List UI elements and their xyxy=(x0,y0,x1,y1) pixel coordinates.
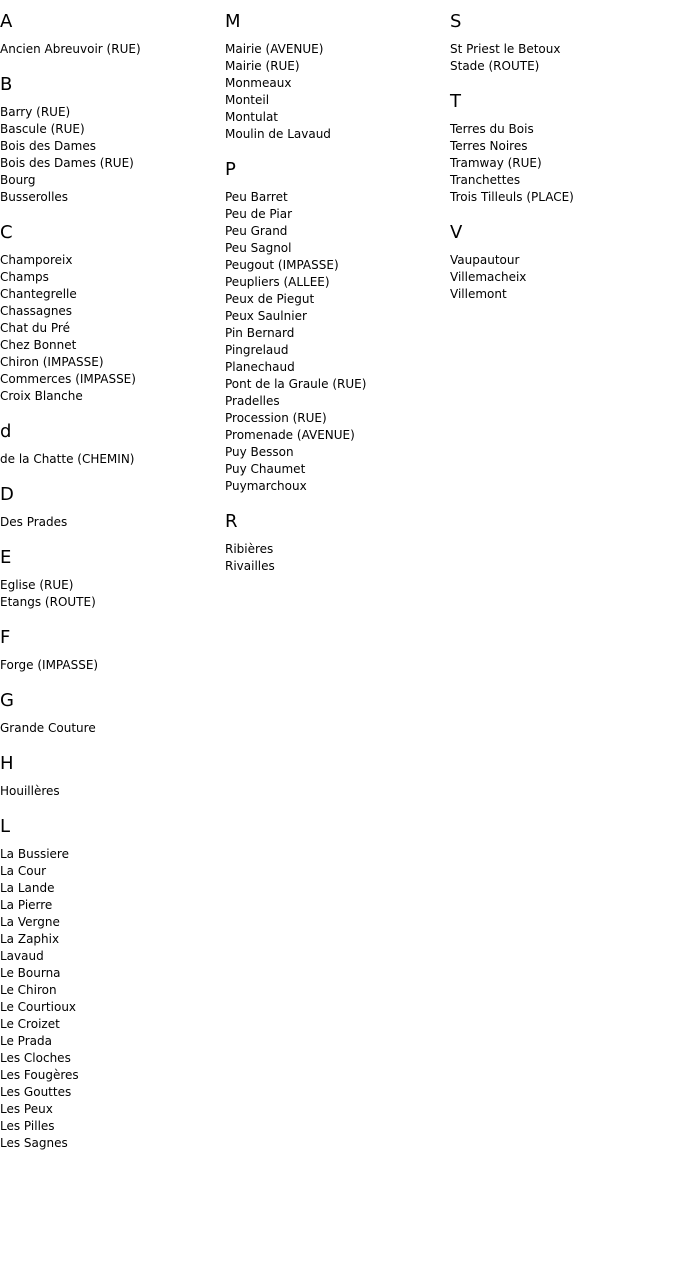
letter-group xyxy=(0,421,220,468)
letter-group xyxy=(450,222,670,303)
street-link[interactable]: Bascule (RUE) xyxy=(0,122,85,136)
street-link[interactable]: Les Pilles xyxy=(0,1119,55,1133)
street-link[interactable]: Bois des Dames xyxy=(0,139,96,153)
street-link[interactable]: Procession (RUE) xyxy=(225,411,327,425)
letter-group xyxy=(225,11,445,143)
street-index-column-3 xyxy=(450,11,670,319)
street-link[interactable]: Busserolles xyxy=(0,190,69,204)
street-link[interactable]: Ribières xyxy=(225,542,274,556)
street-link[interactable]: Les Peux xyxy=(0,1102,53,1116)
street-link[interactable]: Houillères xyxy=(0,784,60,798)
street-link[interactable]: Mairie (RUE) xyxy=(225,59,300,73)
street-link[interactable]: Peux Saulnier xyxy=(225,309,307,323)
street-link[interactable]: Mairie (AVENUE) xyxy=(225,42,324,56)
street-link[interactable]: Tramway (RUE) xyxy=(450,156,542,170)
street-link[interactable]: Chantegrelle xyxy=(0,287,77,301)
letter-heading: P xyxy=(225,159,236,180)
letter-group xyxy=(450,91,670,206)
street-link[interactable]: Chat du Pré xyxy=(0,321,70,335)
street-link[interactable]: Chiron (IMPASSE) xyxy=(0,355,104,369)
street-link[interactable]: Le Bourna xyxy=(0,966,61,980)
letter-heading: V xyxy=(450,222,463,243)
letter-heading: B xyxy=(0,74,13,95)
street-index-column-1 xyxy=(0,11,220,1168)
street-link[interactable]: Chez Bonnet xyxy=(0,338,77,352)
street-link[interactable]: Les Gouttes xyxy=(0,1085,72,1099)
street-link[interactable]: Planechaud xyxy=(225,360,295,374)
street-link[interactable]: Rivailles xyxy=(225,559,275,573)
street-link[interactable]: Peu Barret xyxy=(225,190,288,204)
letter-heading: M xyxy=(225,11,241,32)
street-link[interactable]: Champoreix xyxy=(0,253,73,267)
letter-group xyxy=(0,753,220,800)
street-link[interactable]: Peugout (IMPASSE) xyxy=(225,258,339,272)
street-link[interactable]: Etangs (ROUTE) xyxy=(0,595,96,609)
street-link[interactable]: Bois des Dames (RUE) xyxy=(0,156,134,170)
street-link[interactable]: Pin Bernard xyxy=(225,326,295,340)
letter-heading: H xyxy=(0,753,14,774)
street-link[interactable]: Pingrelaud xyxy=(225,343,289,357)
street-index-column-2 xyxy=(225,11,445,591)
letter-heading: R xyxy=(225,511,238,532)
street-link[interactable]: Monmeaux xyxy=(225,76,292,90)
street-link[interactable]: Vaupautour xyxy=(450,253,520,267)
letter-group xyxy=(0,74,220,206)
street-link[interactable]: Puy Chaumet xyxy=(225,462,306,476)
letter-group xyxy=(450,11,670,75)
street-link[interactable]: Commerces (IMPASSE) xyxy=(0,372,136,386)
street-link[interactable]: La Lande xyxy=(0,881,55,895)
street-link[interactable]: Terres du Bois xyxy=(450,122,534,136)
street-link[interactable]: Peupliers (ALLEE) xyxy=(225,275,330,289)
street-link[interactable]: Chassagnes xyxy=(0,304,73,318)
letter-heading: C xyxy=(0,222,13,243)
letter-group xyxy=(0,690,220,737)
street-link[interactable]: Champs xyxy=(0,270,49,284)
street-link[interactable]: Pradelles xyxy=(225,394,280,408)
street-link[interactable]: Tranchettes xyxy=(450,173,521,187)
street-link[interactable]: Barry (RUE) xyxy=(0,105,71,119)
street-link[interactable]: Des Prades xyxy=(0,515,68,529)
street-link[interactable]: La Cour xyxy=(0,864,47,878)
street-link[interactable]: Promenade (AVENUE) xyxy=(225,428,355,442)
street-link[interactable]: Puymarchoux xyxy=(225,479,307,493)
street-link[interactable]: La Zaphix xyxy=(0,932,60,946)
street-link[interactable]: Trois Tilleuls (PLACE) xyxy=(450,190,574,204)
letter-group xyxy=(0,11,220,58)
letter-group xyxy=(0,547,220,611)
letter-heading: d xyxy=(0,421,12,442)
street-link[interactable]: Les Cloches xyxy=(0,1051,71,1065)
street-link[interactable]: Forge (IMPASSE) xyxy=(0,658,99,672)
letter-heading: S xyxy=(450,11,462,32)
street-link[interactable]: La Vergne xyxy=(0,915,60,929)
street-link[interactable]: Le Courtioux xyxy=(0,1000,77,1014)
letter-group xyxy=(225,511,445,575)
street-link[interactable]: Le Prada xyxy=(0,1034,52,1048)
street-link[interactable]: Lavaud xyxy=(0,949,44,963)
street-link[interactable]: Les Sagnes xyxy=(0,1136,68,1150)
street-link[interactable]: Monteil xyxy=(225,93,270,107)
letter-heading: L xyxy=(0,816,11,837)
letter-group xyxy=(0,627,220,674)
letter-heading: T xyxy=(450,91,461,112)
street-link[interactable]: Ancien Abreuvoir (RUE) xyxy=(0,42,141,56)
street-link[interactable]: Villemont xyxy=(450,287,507,301)
letter-group xyxy=(0,484,220,531)
street-link[interactable]: La Bussiere xyxy=(0,847,69,861)
letter-heading: A xyxy=(0,11,13,32)
street-link[interactable]: Stade (ROUTE) xyxy=(450,59,540,73)
street-link[interactable]: Pont de la Graule (RUE) xyxy=(225,377,367,391)
street-link[interactable]: La Pierre xyxy=(0,898,53,912)
street-link[interactable]: Le Croizet xyxy=(0,1017,60,1031)
street-link[interactable]: Terres Noires xyxy=(450,139,528,153)
street-link[interactable]: Peu Sagnol xyxy=(225,241,292,255)
street-link[interactable]: Le Chiron xyxy=(0,983,57,997)
letter-heading: D xyxy=(0,484,14,505)
street-link[interactable]: Montulat xyxy=(225,110,279,124)
street-link[interactable]: St Priest le Betoux xyxy=(450,42,561,56)
street-link[interactable]: Moulin de Lavaud xyxy=(225,127,331,141)
street-link[interactable]: Les Fougères xyxy=(0,1068,79,1082)
street-link[interactable]: Bourg xyxy=(0,173,36,187)
letter-group xyxy=(0,222,220,405)
letter-group xyxy=(0,816,220,1152)
street-link[interactable]: Croix Blanche xyxy=(0,389,83,403)
street-link[interactable]: de la Chatte (CHEMIN) xyxy=(0,452,135,466)
street-link[interactable]: Puy Besson xyxy=(225,445,294,459)
letter-heading: E xyxy=(0,547,12,568)
letter-group xyxy=(225,159,445,495)
street-link[interactable]: Peu de Piar xyxy=(225,207,293,221)
street-link[interactable]: Peu Grand xyxy=(225,224,288,238)
street-link[interactable]: Peux de Piegut xyxy=(225,292,315,306)
letter-heading: F xyxy=(0,627,11,648)
street-link[interactable]: Eglise (RUE) xyxy=(0,578,74,592)
letter-heading: G xyxy=(0,690,14,711)
street-link[interactable]: Grande Couture xyxy=(0,721,96,735)
street-link[interactable]: Villemacheix xyxy=(450,270,527,284)
